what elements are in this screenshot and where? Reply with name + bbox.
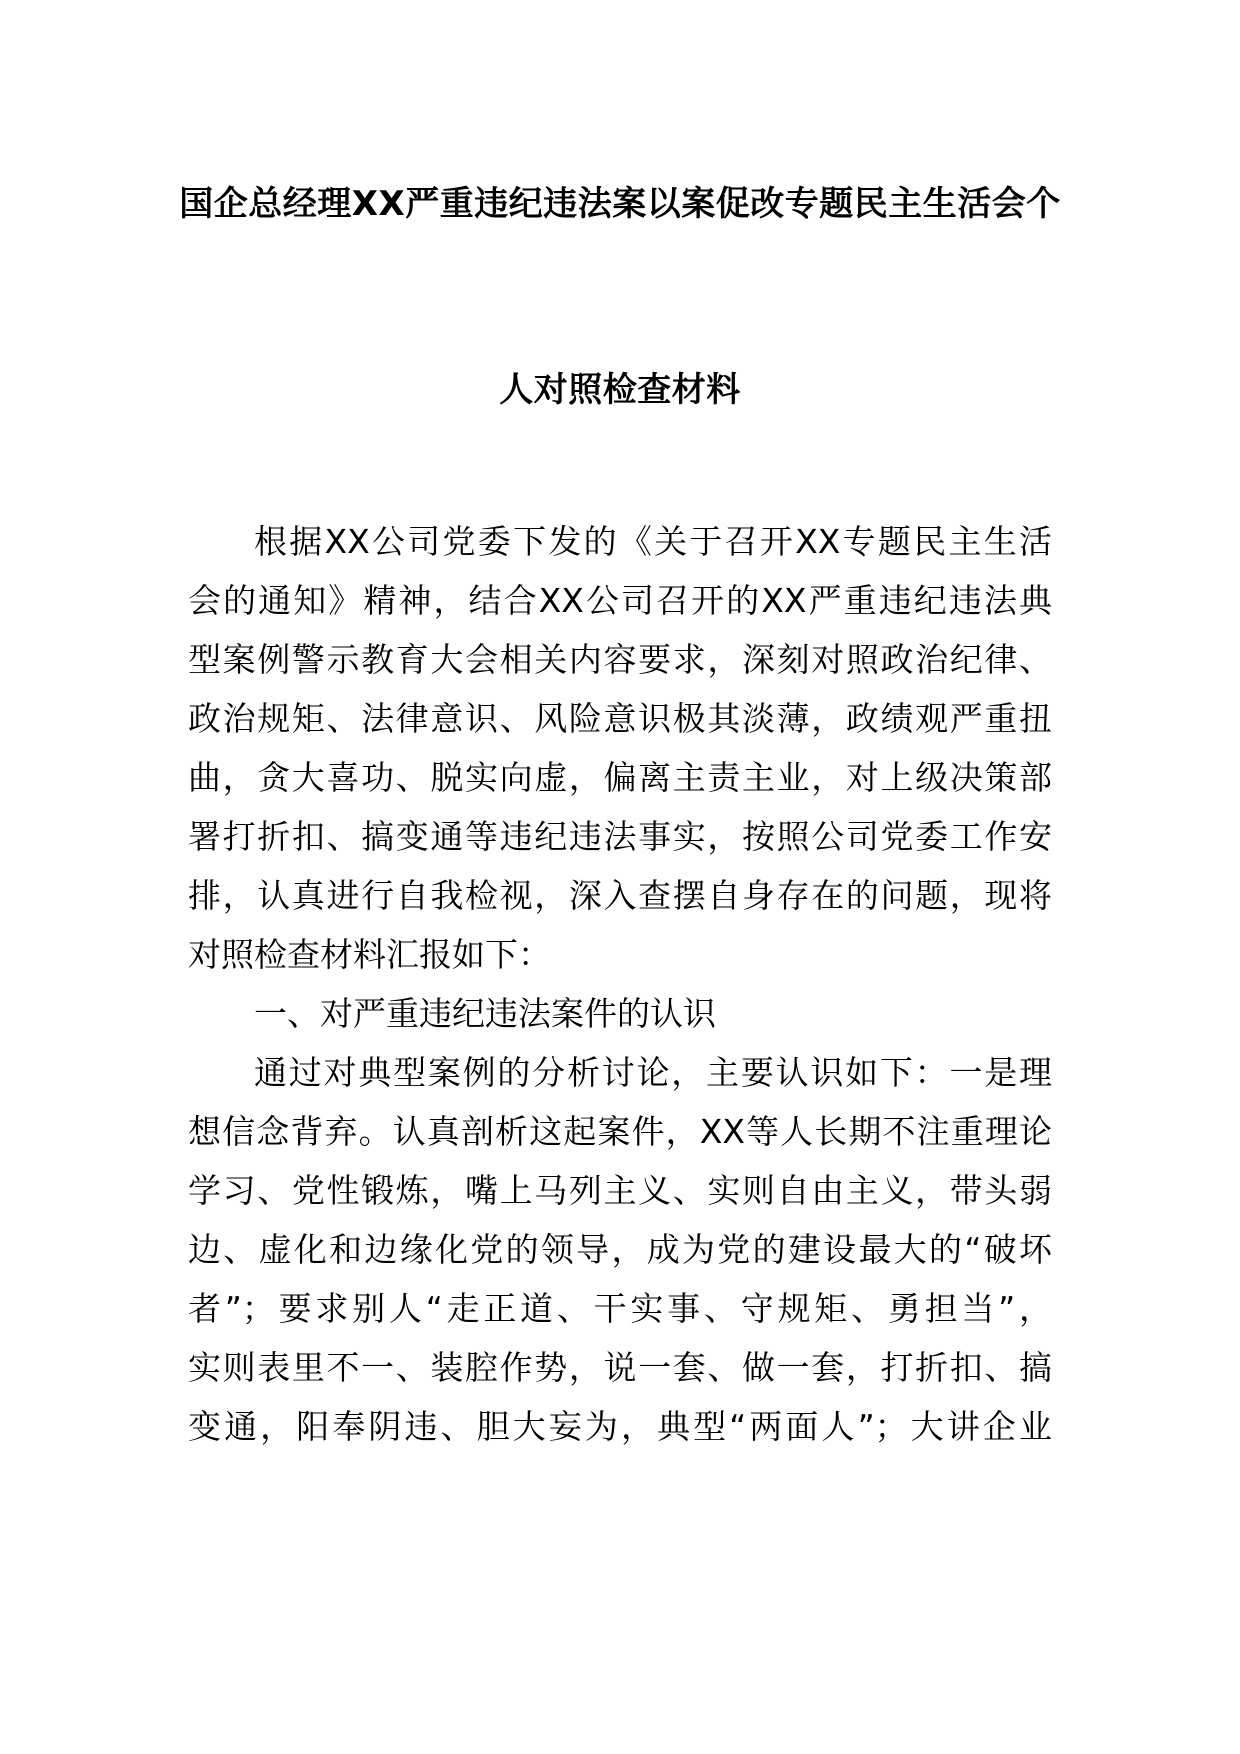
document-title-line-2: 人对照检查材料	[499, 370, 741, 410]
paragraph-1-line-5: 曲，贪大喜功、脱实向虚，偏离主责主业，对上级决策部	[188, 758, 1052, 797]
paragraph-2-line-4: 边、虚化和边缘化党的领导，成为党的建设最大的“破坏	[188, 1230, 1052, 1269]
paragraph-2-line-5: 者”；要求别人“走正道、干实事、守规矩、勇担当”，	[188, 1289, 1052, 1328]
paragraph-1-line-2: 会的通知》精神，结合XX公司召开的XX严重违纪违法典	[188, 581, 1052, 620]
paragraph-2-line-2: 想信念背弃。认真剖析这起案件，XX等人长期不注重理论	[188, 1112, 1052, 1151]
paragraph-1-line-4: 政治规矩、法律意识、风险意识极其淡薄，政绩观严重扭	[188, 699, 1052, 738]
paragraph-1-line-8: 对照检查材料汇报如下：	[188, 935, 551, 974]
paragraph-2-line-6: 实则表里不一、装腔作势，说一套、做一套，打折扣、搞	[188, 1348, 1052, 1387]
paragraph-1-line-7: 排，认真进行自我检视，深入查摆自身存在的问题，现将	[188, 876, 1052, 915]
paragraph-1-line-6: 署打折扣、搞变通等违纪违法事实，按照公司党委工作安	[188, 817, 1052, 856]
paragraph-2-line-1: 通过对典型案例的分析讨论，主要认识如下：一是理	[254, 1053, 1052, 1092]
paragraph-2-line-7: 变通，阳奉阴违、胆大妄为，典型“两面人”；大讲企业	[188, 1407, 1052, 1446]
paragraph-2-line-3: 学习、党性锻炼，嘴上马列主义、实则自由主义，带头弱	[188, 1171, 1052, 1210]
paragraph-1-line-3: 型案例警示教育大会相关内容要求，深刻对照政治纪律、	[188, 640, 1052, 679]
section-heading-1: 一、对严重违纪违法案件的认识	[254, 994, 716, 1033]
document-title-line-1: 国企总经理XX严重违纪违法案以案促改专题民主生活会个	[179, 184, 1061, 224]
paragraph-1-line-1: 根据XX公司党委下发的《关于召开XX专题民主生活	[254, 522, 1052, 561]
